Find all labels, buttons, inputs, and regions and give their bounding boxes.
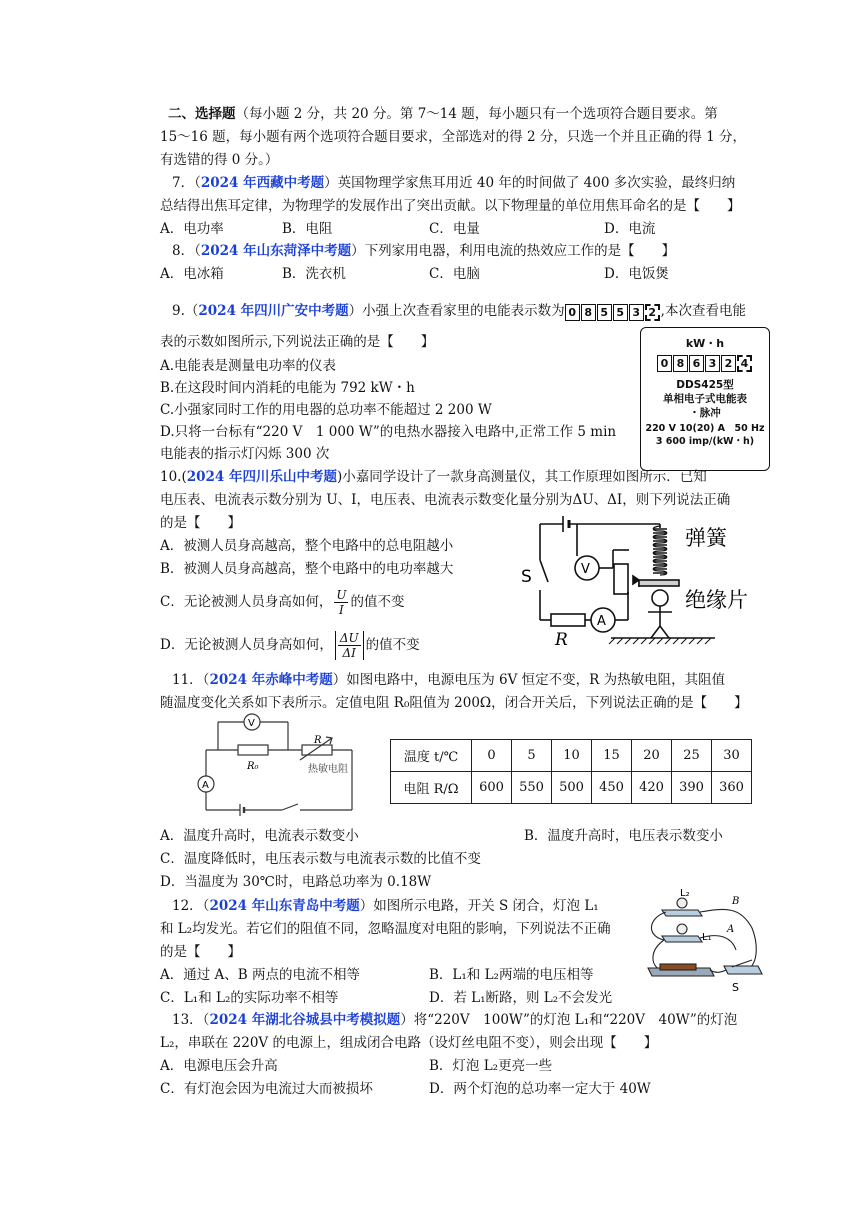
table-cell: 500 bbox=[552, 772, 592, 804]
r-label: R bbox=[314, 735, 322, 746]
q13-number: 13．（ bbox=[172, 1012, 210, 1028]
q11-option-c: C．温度降低时，电压表示数与电流表示数的比值不变 bbox=[160, 851, 481, 867]
q9-source: 2024 年四川广安中考题 bbox=[198, 303, 349, 319]
q7-text-2: 总结得出焦耳定律，为物理学的发展作出了突出贡献。以下物理量的单位用焦耳命名的是【 】 bbox=[160, 198, 741, 214]
resistor-label: R bbox=[555, 630, 568, 648]
meter-digit: 3 bbox=[705, 355, 720, 372]
fraction-u-over-i bbox=[334, 588, 348, 617]
q9-text-1b: ,本次查看电能 bbox=[660, 303, 746, 319]
q8-option-a: A．电冰箱 bbox=[160, 266, 224, 282]
q13-option-b: B．灯泡 L₂更亮一些 bbox=[429, 1058, 553, 1074]
q12-source: 2024 年山东青岛中考题 bbox=[209, 898, 360, 914]
table-cell: 450 bbox=[592, 772, 632, 804]
table-cell: 390 bbox=[672, 772, 712, 804]
insulator-label: 绝缘片 bbox=[685, 588, 748, 612]
table-cell: 10 bbox=[552, 740, 592, 772]
meter-digit: 6 bbox=[689, 355, 704, 372]
fraction-denominator: I bbox=[339, 603, 344, 617]
q12-number: 12．（ bbox=[172, 898, 210, 914]
table-cell: 25 bbox=[672, 740, 712, 772]
q9-option-d: D.只将一台标有“220 V 1 000 W”的电热水器接入电路中,正常工作 5 min bbox=[160, 424, 617, 440]
q10-line-1 bbox=[160, 467, 707, 487]
rheostat bbox=[614, 564, 628, 594]
q13-line-1 bbox=[172, 1010, 737, 1030]
prev-digit: 5 bbox=[613, 304, 628, 321]
fraction-numerator: ΔU bbox=[339, 631, 359, 645]
q10-option-d-text: D．无论被测人员身高如何， bbox=[160, 637, 333, 653]
q8-line-1 bbox=[172, 241, 675, 261]
ammeter-label: A bbox=[597, 614, 606, 629]
fraction-denominator: ΔI bbox=[342, 646, 356, 660]
q9-prev-reading bbox=[565, 301, 661, 323]
table-cell: 5 bbox=[512, 740, 552, 772]
q9-option-a: A.电能表是测量电功率的仪表 bbox=[160, 358, 337, 374]
height-meter-circuit-diagram bbox=[515, 512, 785, 648]
energy-meter-figure bbox=[640, 327, 770, 471]
section-heading: 二、选择题 bbox=[168, 106, 236, 122]
q10-text-1: )小嘉同学设计了一款身高测量仪，其工作原理如图所示．已知 bbox=[337, 469, 707, 485]
spring-label: 弹簧 bbox=[685, 526, 727, 550]
q10-text-2: 电压表、电流表示数分别为 U、I，电压表、电流表示数变化量分别为ΔU、ΔI，则下列说法正确 bbox=[160, 492, 731, 508]
q10-option-c-text: C．无论被测人员身高如何， bbox=[160, 594, 333, 610]
section-intro-1: （每小题 2 分，共 20 分。第 7～14 题，每小题只有一个选项符合题目要求。第 bbox=[235, 106, 718, 122]
q11-option-b: B．温度升高时，电压表示数变小 bbox=[524, 828, 723, 844]
q11-text-2: 随温度变化关系如下表所示。定值电阻 R₀阻值为 200Ω，闭合开关后，下列说法正确的是【 】 bbox=[160, 695, 748, 711]
q10-option-c bbox=[160, 584, 404, 620]
q12-option-a: A．通过 A、B 两点的电流不相等 bbox=[160, 967, 361, 983]
meter-digit: 0 bbox=[657, 355, 672, 372]
table-cell: 360 bbox=[712, 772, 752, 804]
fraction-du-over-di bbox=[335, 631, 364, 660]
resistor-r bbox=[551, 614, 585, 626]
meter-digit: 4 bbox=[737, 355, 752, 372]
q11-option-a: A．温度升高时，电流表示数变小 bbox=[160, 828, 359, 844]
q10-option-d bbox=[160, 627, 420, 663]
q7-number: 7．（ bbox=[172, 175, 201, 191]
meter-rating: 220 V 10(20) A 50 Hz bbox=[645, 423, 765, 434]
prev-digit: 8 bbox=[581, 304, 596, 321]
q10-option-a: A．被测人员身高越高，整个电路中的总电阻越小 bbox=[160, 538, 454, 554]
meter-digit: 2 bbox=[721, 355, 736, 372]
q13-text-2: L₂，串联在 220V 的电源上，组成闭合电路（设灯丝电阻不变），则会出现【 】 bbox=[160, 1035, 658, 1051]
q12-line-1 bbox=[172, 896, 599, 916]
q11-source: 2024 年赤峰中考题 bbox=[209, 672, 333, 688]
table-cell: 420 bbox=[632, 772, 672, 804]
q13-text-1: ）将“220V 100W”的灯泡 L₁和“220V 40W”的灯泡 bbox=[400, 1012, 738, 1028]
q10-text-3: 的是【 】 bbox=[160, 515, 241, 531]
table-row bbox=[391, 772, 752, 804]
table-cell: 550 bbox=[512, 772, 552, 804]
q7-source: 2024 年西藏中考题 bbox=[200, 175, 325, 191]
q10-option-b: B．被测人员身高越高，整个电路中的电功率越大 bbox=[160, 561, 454, 577]
q12-option-b: B．L₁和 L₂两端的电压相等 bbox=[429, 967, 594, 983]
q11-line-1 bbox=[172, 670, 725, 690]
section-heading-line bbox=[168, 104, 718, 124]
voltmeter-label: V bbox=[248, 718, 255, 729]
q7-text-1: ）英国物理学家焦耳用近 40 年的时间做了 400 多次实验，最终归纳 bbox=[324, 175, 736, 191]
meter-digits bbox=[641, 355, 769, 372]
table-header-resistance: 电阻 R/Ω bbox=[391, 772, 472, 804]
thermistor-label: 热敏电阻 bbox=[308, 764, 348, 775]
meter-constant: 3 600 imp/(kW・h) bbox=[655, 436, 755, 447]
q9-text-2: 表的示数如图所示,下列说法正确的是【 】 bbox=[160, 334, 435, 350]
q8-option-c: C．电脑 bbox=[429, 266, 480, 282]
section-intro-2: 15～16 题，每小题有两个选项符合题目要求，全部选对的得 2 分，只选一个并且正确的得 1 分， bbox=[160, 129, 746, 145]
q12-text-3: 的是【 】 bbox=[160, 944, 241, 960]
table-cell: 30 bbox=[712, 740, 752, 772]
q12-option-d: D．若 L₁断路，则 L₂不会发光 bbox=[429, 990, 613, 1006]
prev-digit: 2 bbox=[645, 304, 660, 321]
series-bulbs-circuit-picture bbox=[640, 888, 772, 998]
table-cell: 15 bbox=[592, 740, 632, 772]
prev-digit: 5 bbox=[597, 304, 612, 321]
r0-label: R₀ bbox=[247, 761, 259, 772]
q7-option-c: C．电量 bbox=[429, 221, 480, 237]
q8-number: 8．（ bbox=[172, 243, 201, 259]
table-cell: 0 bbox=[472, 740, 512, 772]
q11-option-d: D．当温度为 30℃时，电路总功率为 0.18W bbox=[160, 874, 432, 890]
q12-option-c: C．L₁和 L₂的实际功率不相等 bbox=[160, 990, 339, 1006]
table-header-temperature: 温度 t/℃ bbox=[391, 740, 472, 772]
ammeter-label: A bbox=[202, 780, 209, 791]
meter-digit: 8 bbox=[673, 355, 688, 372]
q9-line-1 bbox=[172, 300, 746, 323]
fraction-numerator: U bbox=[336, 588, 347, 602]
table-row bbox=[391, 740, 752, 772]
point-b-label: B bbox=[732, 896, 740, 907]
meter-unit: kW・h bbox=[685, 337, 725, 350]
q9-option-c: C.小强家同时工作的用电器的总功率不能超过 2 200 W bbox=[160, 402, 492, 418]
meter-name: 单相电子式电能表 bbox=[663, 393, 747, 405]
prev-digit: 3 bbox=[629, 304, 644, 321]
q13-option-a: A．电源电压会升高 bbox=[160, 1058, 278, 1074]
q13-option-c: C．有灯泡会因为电流过大而被损坏 bbox=[160, 1081, 373, 1097]
q13-option-d: D．两个灯泡的总功率一定大于 40W bbox=[429, 1081, 651, 1097]
q9-number: 9.（ bbox=[172, 303, 199, 319]
meter-pulse: ・脉冲 bbox=[689, 407, 721, 419]
q7-option-d: D．电流 bbox=[604, 221, 656, 237]
q13-source: 2024 年湖北谷城县中考模拟题 bbox=[209, 1012, 401, 1028]
switch-label: S bbox=[521, 567, 532, 587]
table-cell: 600 bbox=[472, 772, 512, 804]
thermistor-circuit-diagram bbox=[192, 712, 372, 818]
q9-option-d-cont: 电能表的指示灯闪烁 300 次 bbox=[160, 446, 330, 462]
section-intro-3: 有选错的得 0 分。） bbox=[160, 152, 279, 168]
l1-label: L₁ bbox=[702, 932, 712, 943]
table-cell: 20 bbox=[632, 740, 672, 772]
meter-model: DDS425型 bbox=[676, 379, 734, 391]
q7-option-b: B．电阻 bbox=[282, 221, 333, 237]
resistance-temperature-table bbox=[390, 739, 752, 804]
q8-source: 2024 年山东菏泽中考题 bbox=[200, 243, 352, 259]
q10-number: 10.( bbox=[160, 469, 187, 485]
q11-text-1: ）如图电路中，电源电压为 6V 恒定不变，R 为热敏电阻，其阻值 bbox=[332, 672, 726, 688]
q8-option-d: D．电饭煲 bbox=[604, 266, 669, 282]
q9-option-b: B.在这段时间内消耗的电能为 792 kW・h bbox=[160, 380, 415, 396]
q7-line-1 bbox=[172, 173, 735, 193]
q12-text-2: 和 L₂均发光。若它们的阻值不同，忽略温度对电阻的影响，下列说法不正确 bbox=[160, 921, 611, 937]
q8-text-1: ）下列家用电器，利用电流的热效应工作的是【 】 bbox=[351, 243, 676, 259]
voltmeter-label: V bbox=[581, 562, 590, 577]
q7-option-a: A．电功率 bbox=[160, 221, 224, 237]
q10-option-d-suffix: 的值不变 bbox=[365, 637, 420, 653]
point-a-label: A bbox=[727, 924, 735, 935]
q8-option-b: B．洗衣机 bbox=[282, 266, 346, 282]
q10-source: 2024 年四川乐山中考题 bbox=[186, 469, 338, 485]
switch-label: S bbox=[732, 981, 739, 994]
q10-option-c-suffix: 的值不变 bbox=[350, 594, 405, 610]
l2-label: L₂ bbox=[680, 888, 690, 899]
q9-text-1a: ）小强上次查看家里的电能表示数为 bbox=[348, 303, 565, 319]
prev-digit: 0 bbox=[565, 304, 580, 321]
q11-number: 11．（ bbox=[172, 672, 210, 688]
q12-text-1: ）如图所示电路，开关 S 闭合，灯泡 L₁ bbox=[359, 898, 599, 914]
